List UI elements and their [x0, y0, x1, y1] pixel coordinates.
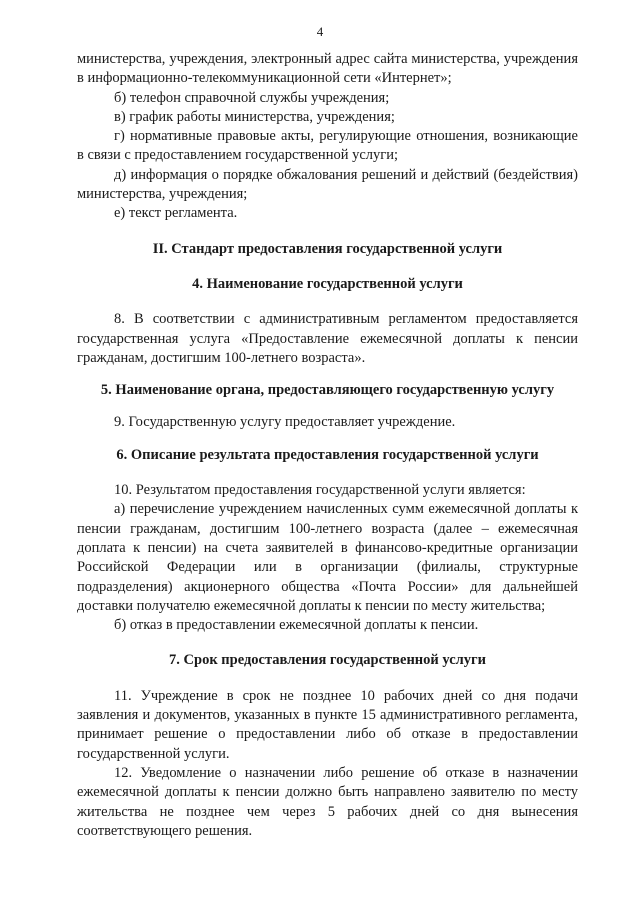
list-item-b-phone: б) телефон справочной службы учреждения;	[114, 89, 390, 106]
list-item-v-schedule: в) график работы министерства, учреждения;	[114, 108, 395, 125]
section-heading-standard: II. Стандарт предоставления государственной услуги	[152, 240, 503, 257]
list-item-g-legal-acts: г) нормативные правовые акты, регулирующие отношения, возникающие в связи с предоставлением государственной услуги;	[77, 128, 578, 164]
list-item-e-regulation-text: е) текст регламента.	[114, 205, 238, 222]
paragraph-12: 12. Уведомление о назначении либо решение об отказе в назначении ежемесячной доплаты к пенсии должно быть направлено заявителю по месту жительства не позднее чем через 5 рабочих дней со дня вынесения соответствующего решения.	[77, 764, 578, 839]
paragraph-11: 11. Учреждение в срок не позднее 10 рабочих дней со дня подачи заявления и документов, указанных в пункте 15 административного регламента, принимает решение о предоставлении либо об отказе в предоставлении государственной услуги.	[77, 687, 578, 762]
list-item-d-appeal-info: д) информация о порядке обжалования решений и действий (бездействия) министерства, учреждения;	[77, 166, 578, 203]
paragraph-ministry-website: министерства, учреждения, электронный адрес сайта министерства, учреждения в информационно-телекоммуникационной сети «Интернет»;	[77, 51, 578, 87]
subsection-heading-service-name: 4. Наименование государственной услуги	[192, 275, 463, 292]
subsection-heading-term: 7. Срок предоставления государственной услуги	[169, 652, 486, 669]
list-item-a-transfer: а) перечисление учреждением начисленных сумм ежемесячной доплаты к пенсии гражданам, достигшим 100-летнего возраста (далее – ежемесячная доплата к пенсии) на счета заявителей в финансово-кредитные организации Российской Федерации или в организации (филиалы, структурные подразделения) акционерного общества «Почта России» для дальнейшей доставки получателю ежемесячной доплаты к пенсии по месту жительства;	[77, 501, 578, 614]
subsection-heading-authority: 5. Наименование органа, предоставляющего государственную услугу	[100, 382, 555, 399]
paragraph-9: 9. Государственную услугу предоставляет учреждение.	[114, 414, 456, 431]
paragraph-8: 8. В соответствии с административным регламентом предоставляется государственная услуга «Предоставление ежемесячной доплаты к пенсии гражданам, достигшим 100-летнего возраста».	[77, 311, 578, 366]
paragraph-10: 10. Результатом предоставления государственной услуги является:	[114, 482, 526, 499]
subsection-heading-result: 6. Описание результата предоставления государственной услуги	[116, 446, 539, 463]
list-item-b-refusal: б) отказ в предоставлении ежемесячной доплаты к пенсии.	[114, 617, 479, 634]
page-number: 4	[316, 24, 324, 39]
document-body	[77, 50, 578, 841]
